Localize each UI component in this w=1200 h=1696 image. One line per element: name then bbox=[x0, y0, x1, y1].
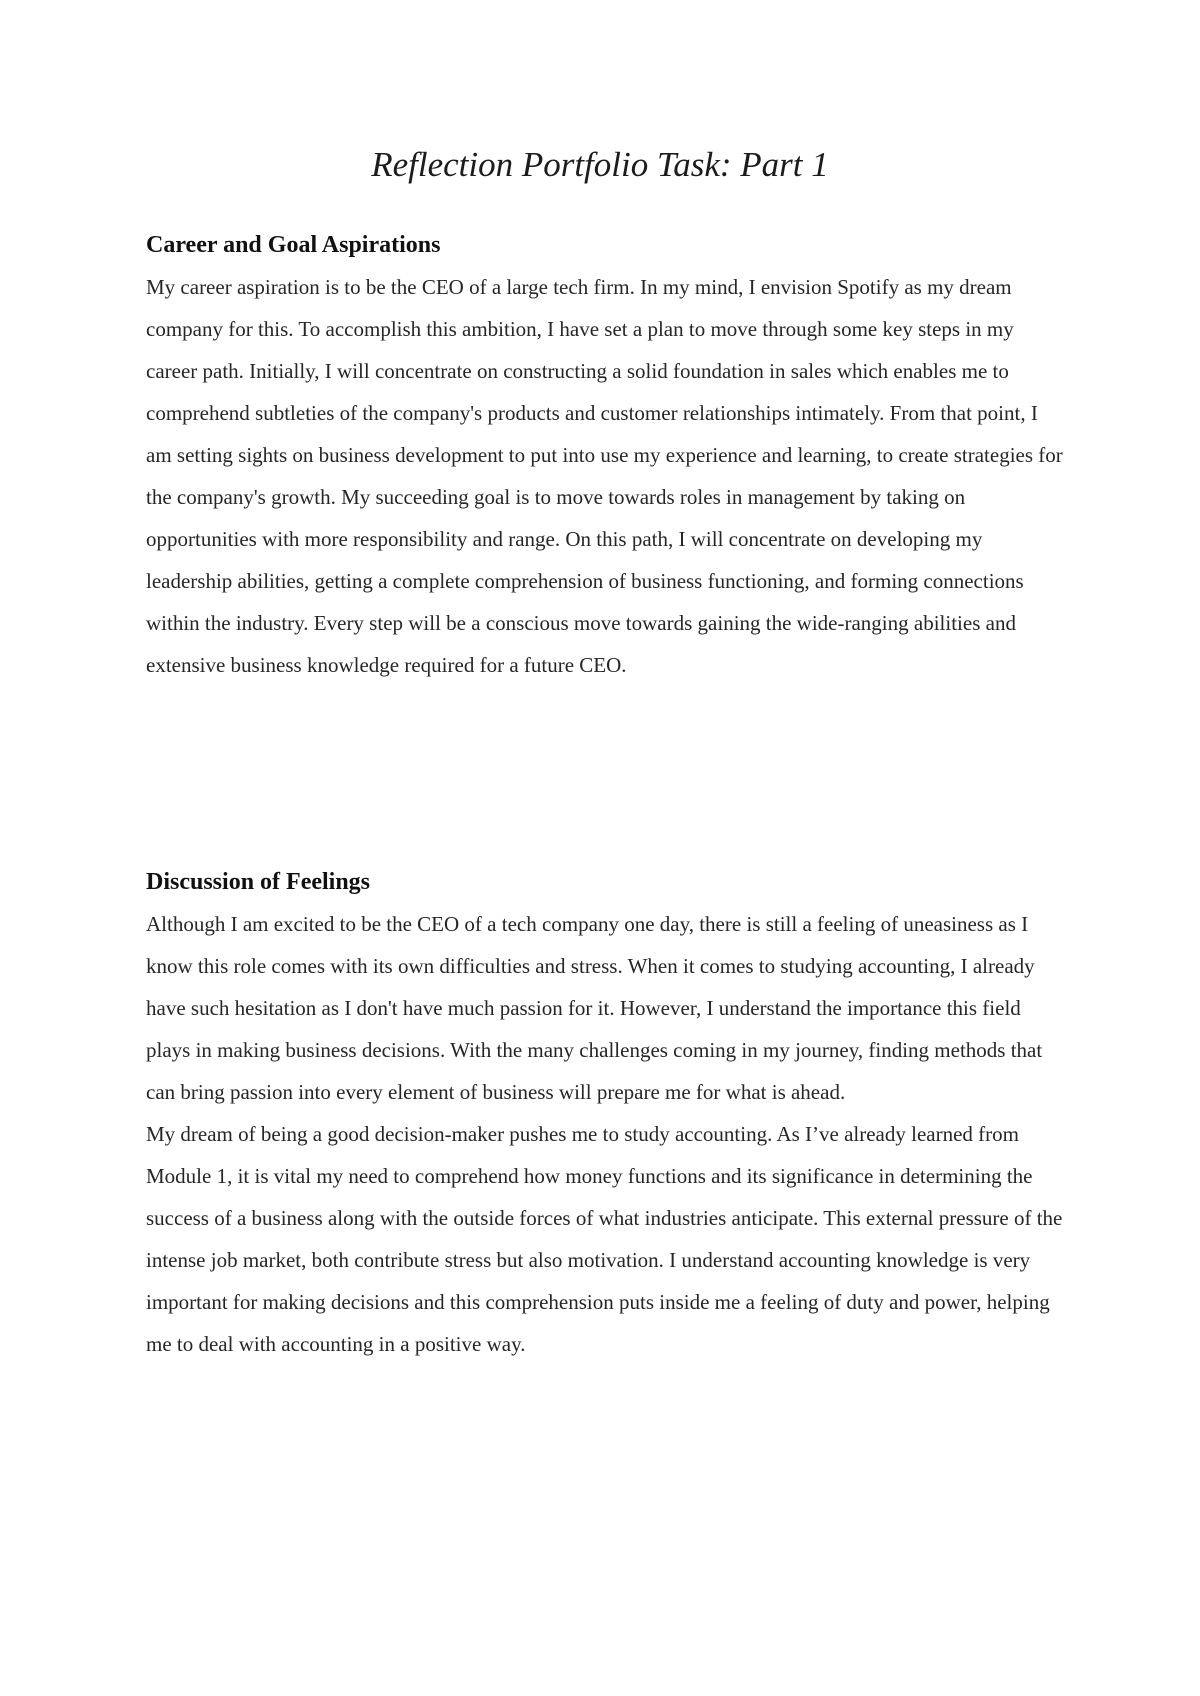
document-title: Reflection Portfolio Task: Part 1 bbox=[371, 145, 829, 184]
section-paragraph: Although I am excited to be the CEO of a tech company one day, there is still a feeling of uneasiness as I know this role comes with its own difficulties and stress. When it comes to studying accounting, I already have such hesitation as I don't have much passion for it. However, I understand the importance this field plays in making business decisions. With the many challenges coming in my journey, finding methods that can bring passion into every element of business will prepare me for what is ahead. bbox=[146, 912, 1043, 1104]
section-heading: Career and Goal Aspirations bbox=[146, 232, 441, 258]
section-discussion-of-feelings bbox=[146, 867, 1066, 1365]
section-paragraph: My career aspiration is to be the CEO of a large tech firm. In my mind, I envision Spotify as my dream company for this. To accomplish this ambition, I have set a plan to move through some key steps in my career path. Initially, I will concentrate on constructing a solid foundation in sales which enables me to comprehend subtleties of the company's products and customer relationships intimately. From that point, I am setting sights on business development to put into use my experience and learning, to create strategies for the company's growth. My succeeding goal is to move towards roles in management by taking on opportunities with more responsibility and range. On this path, I will concentrate on developing my leadership abilities, getting a complete comprehension of business functioning, and forming connections within the industry. Every step will be a conscious move towards gaining the wide-ranging abilities and extensive business knowledge required for a future CEO. bbox=[146, 275, 1063, 677]
section-heading: Discussion of Feelings bbox=[146, 869, 371, 895]
section-career-goal-aspirations bbox=[146, 230, 1066, 686]
section-paragraph: My dream of being a good decision-maker pushes me to study accounting. As I’ve already learned from Module 1, it is vital my need to comprehend how money functions and its significance in determining the success of a business along with the outside forces of what industries anticipate. This external pressure of the intense job market, both contribute stress but also motivation. I understand accounting knowledge is very important for making decisions and this comprehension puts inside me a feeling of duty and power, helping me to deal with accounting in a positive way. bbox=[146, 1122, 1063, 1356]
